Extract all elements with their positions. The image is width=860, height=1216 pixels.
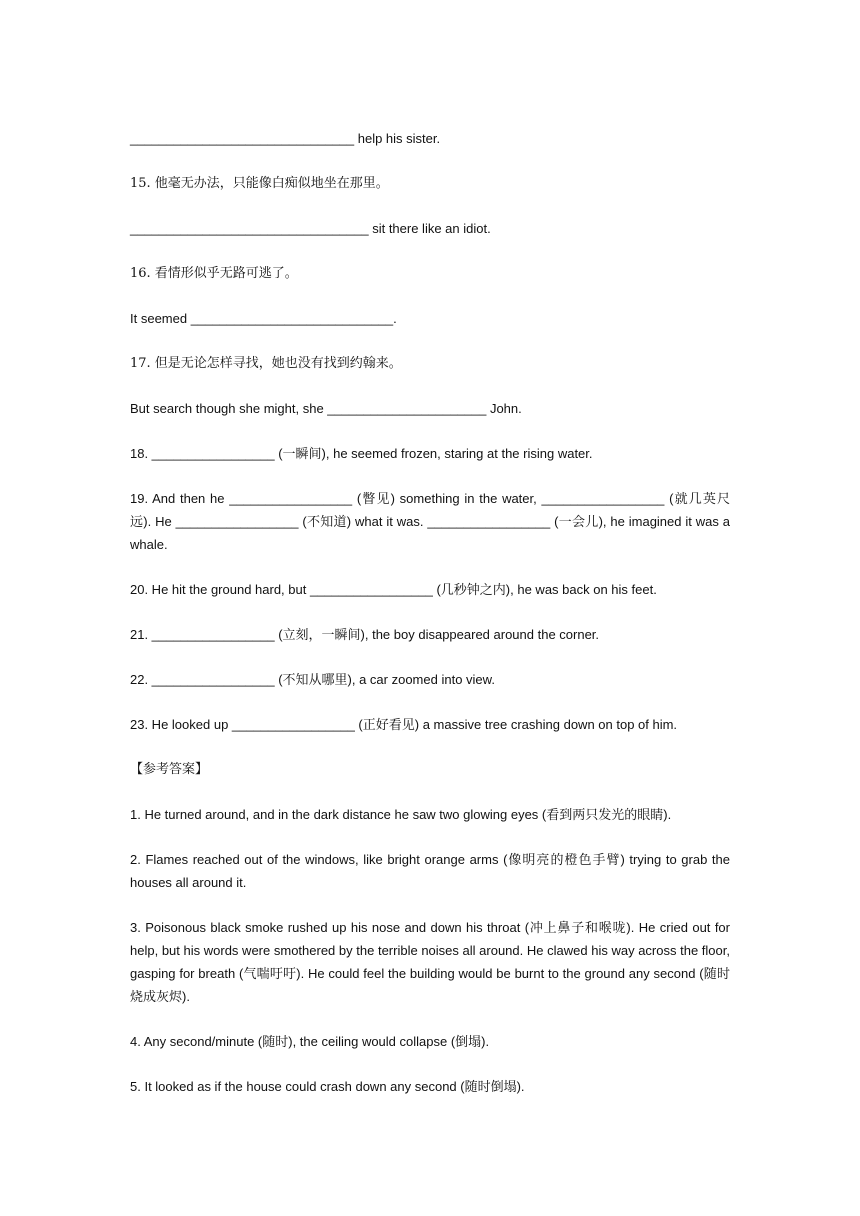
answer-key-heading: 【参考答案】	[130, 762, 209, 777]
exercise-14-answer-line: _______________________________ help his sister.	[130, 131, 441, 146]
exercise-15-answer-line: _________________________________ sit there like an idiot.	[130, 221, 491, 236]
exercise-21: 21. _________________ (立刻，一瞬间), the boy disappeared around the corner.	[130, 627, 600, 642]
answer-1: 1. He turned around, and in the dark distance he saw two glowing eyes (看到两只发光的眼睛).	[130, 807, 672, 822]
exercise-18: 18. _________________ (一瞬间), he seemed frozen, staring at the rising water.	[130, 446, 593, 461]
exercise-22: 22. _________________ (不知从哪里), a car zoomed into view.	[130, 672, 495, 687]
exercise-19: 19. And then he _________________ (瞥见) something in the water, _________________ (就几英尺远). He _________________ (不知道) what it was. _________________ (一会儿), he imagined it was a whale.	[130, 491, 730, 552]
exercise-17-prompt: 17. 但是无论怎样寻找，她也没有找到约翰来。	[130, 356, 402, 371]
answer-3: 3. Poisonous black smoke rushed up his nose and down his throat (冲上鼻子和喉咙). He cried out for help, but his words were smothered by the terrible noises all around. He clawed his way across the floor, gasping for breath (气喘吁吁). He could feel the building would be burnt to the ground any second (随时烧成灰烬).	[130, 920, 730, 1004]
exercise-17-answer-line: But search though she might, she ______________________ John.	[130, 401, 522, 416]
exercise-16-answer-line: It seemed ____________________________.	[130, 311, 397, 326]
exercise-23: 23. He looked up _________________ (正好看见) a massive tree crashing down on top of him.	[130, 717, 678, 732]
answer-5: 5. It looked as if the house could crash down any second (随时倒塌).	[130, 1079, 525, 1094]
exercise-16-prompt: 16. 看情形似乎无路可逃了。	[130, 266, 298, 281]
document-page	[130, 127, 730, 1120]
exercise-20: 20. He hit the ground hard, but _________________ (几秒钟之内), he was back on his feet.	[130, 582, 657, 597]
answer-4: 4. Any second/minute (随时), the ceiling would collapse (倒塌).	[130, 1034, 490, 1049]
exercise-15-prompt: 15. 他毫无办法，只能像白痴似地坐在那里。	[130, 176, 389, 191]
answer-2: 2. Flames reached out of the windows, like bright orange arms (像明亮的橙色手臂) trying to grab the houses all around it.	[130, 852, 730, 890]
